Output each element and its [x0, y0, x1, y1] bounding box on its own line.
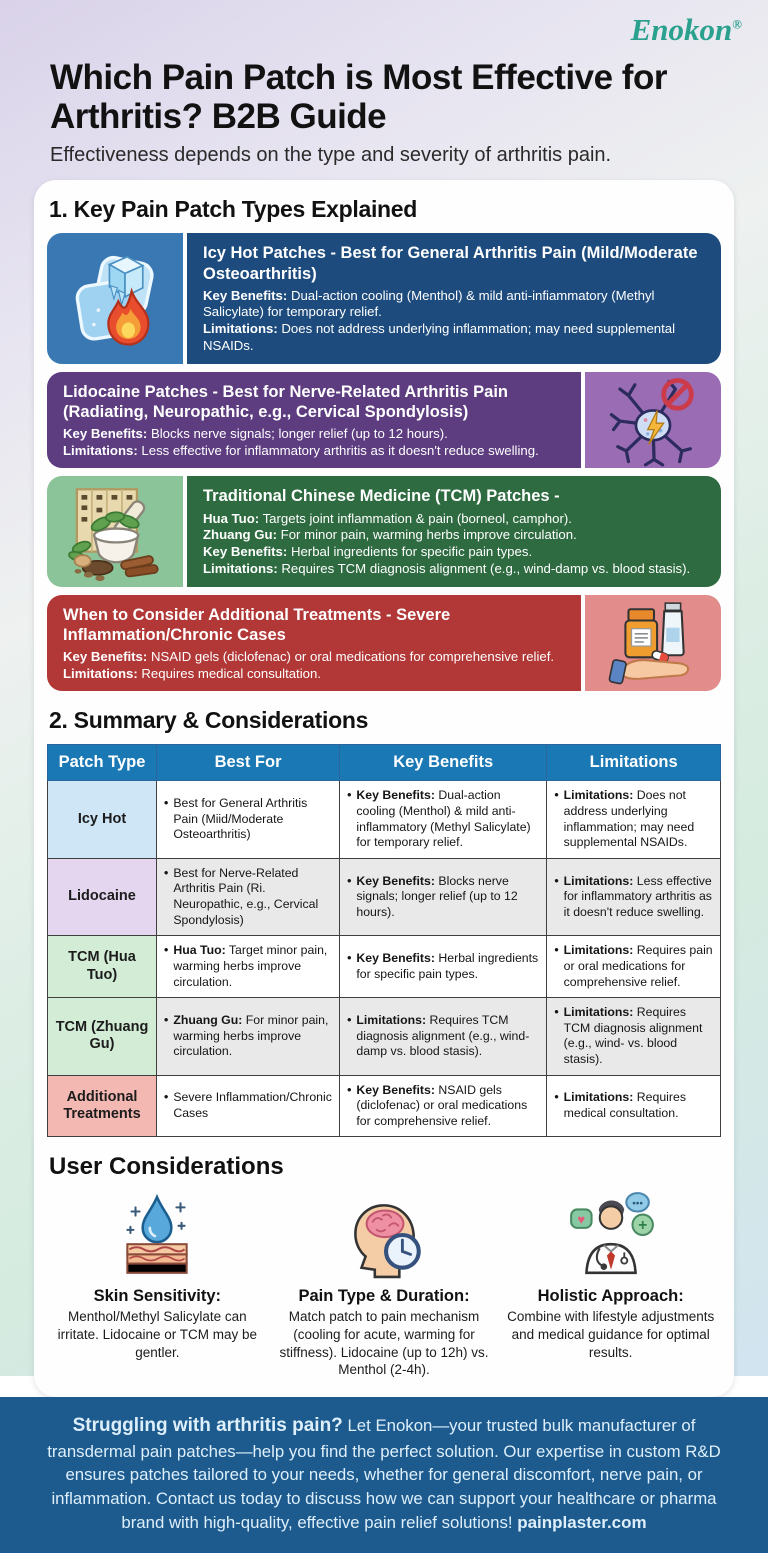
pain-duration-icon	[338, 1189, 430, 1281]
cell-limitations: • Limitations: Less effective for inflammatory arthritis as it doesn't reduce swelling.	[547, 858, 721, 935]
section1-heading: 1. Key Pain Patch Types Explained	[49, 196, 418, 223]
card-line: Key Benefits: NSAID gels (diclofenac) or oral medications for comprehensive relief.	[63, 648, 555, 664]
cell-key-benefits: • Key Benefits: Dual-action cooling (Menthol) & mild anti-inflammatory (Methyl Salicylate) for temporary relief.	[340, 781, 547, 858]
col-header-limitations: Limitations	[547, 745, 721, 781]
table-row	[48, 858, 721, 935]
lidocaine-icon-panel	[585, 372, 721, 469]
card-line: Key Benefits: Blocks nerve signals; longer relief (up to 12 hours).	[63, 425, 448, 441]
page-title: Which Pain Patch is Most Effective for Arthritis? B2B Guide	[50, 58, 667, 137]
card-line: Key Benefits: Dual-action cooling (Menthol) & mild anti-infiammatory (Methyl Salicylate) for temporary relief.	[203, 287, 655, 320]
neuron-icon	[603, 372, 703, 468]
footer-body: Let Enokon—your trusted bulk manufacturer of transdermal pain patches—help you find the perfect solution. Our expertise in custom R&D ensures patches tailored to your needs, whether for general discomfort, nerve pain, or inflammation. Contact us today to discuss how we can support your healthcare or pharma brand with high-quality, effective pain relief solutions!	[47, 1415, 721, 1533]
uc-text: Combine with lifestyle adjustments and medical guidance for optimal results.	[507, 1309, 715, 1360]
cell-best-for: • Hua Tuo: Target minor pain, warming herbs improve circulation.	[157, 936, 340, 998]
patch-card-additional	[47, 595, 721, 692]
card-title: Traditional Chinese Medicine (TCM) Patches -	[203, 487, 560, 506]
patch-card-tcm	[47, 476, 721, 586]
content-card	[34, 180, 734, 1396]
footer-site-link[interactable]: painplaster.com	[517, 1513, 647, 1533]
patch-card-icy-hot	[47, 233, 721, 363]
uc-title: Pain Type & Duration:	[298, 1287, 470, 1306]
additional-card-body	[47, 595, 581, 692]
uc-title: Holistic Approach:	[537, 1287, 684, 1306]
table-row	[48, 936, 721, 998]
cell-limitations: • Limitations: Requires pain or oral medications for comprehensive relief.	[547, 936, 721, 998]
col-header-patch-type: Patch Type	[48, 745, 157, 781]
user-considerations-heading: User Considerations	[49, 1153, 284, 1181]
uc-item-pain-duration	[278, 1189, 491, 1378]
card-title: When to Consider Additional Treatments - Severe Inflammation/Chronic Cases	[63, 605, 451, 644]
card-line: Limitations: Less effective for inflammatory arthritis as it doesn't reduce swelling.	[63, 442, 539, 458]
uc-item-holistic-approach	[504, 1189, 717, 1378]
uc-text: Match patch to pain mechanism (cooling for acute, warming for stiffness). Lidocaine (up to 12h) vs. Menthol (2-4h).	[279, 1309, 489, 1378]
brand-name: Enokon	[630, 12, 733, 47]
row-type: Icy Hot	[48, 781, 157, 858]
cell-best-for: • Severe Inflammation/Chronic Cases	[157, 1075, 340, 1137]
page-subtitle: Effectiveness depends on the type and severity of arthritis pain.	[50, 144, 612, 167]
cell-best-for: • Best for General Arthritis Pain (Miid/Moderate Osteoarthritis)	[157, 781, 340, 858]
cell-limitations: • Limitations: Does not address underlying inflammation; may need supplemental NSAIDs.	[547, 781, 721, 858]
cell-key-benefits: • Limitations: Requires TCM diagnosis alignment (e.g., wind-damp vs. blood stasis).	[340, 998, 547, 1075]
icy-hot-icon-panel	[47, 233, 183, 363]
user-considerations-row	[47, 1189, 721, 1382]
footer-cta	[0, 1397, 768, 1553]
card-line: Limitations: Requires medical consultation.	[63, 665, 321, 681]
col-header-key-benefits: Key Benefits	[340, 745, 547, 781]
row-type: Additional Treatments	[48, 1075, 157, 1137]
skin-sensitivity-icon	[111, 1189, 203, 1281]
icy-hot-card-body	[187, 233, 721, 363]
header-logo-row	[0, 0, 768, 48]
card-line: Limitations: Does not address underlying inflammation; may need supplemental NSAIDs.	[203, 321, 676, 353]
card-line: Key Benefits: Herbal ingredients for specific pain types.	[203, 544, 533, 560]
additional-icon-panel	[585, 595, 721, 692]
row-type: TCM (Hua Tuo)	[48, 936, 157, 998]
cell-key-benefits: • Key Benefits: Herbal ingredients for specific pain types.	[340, 936, 547, 998]
svg-text:+: +	[637, 1217, 647, 1235]
svg-text:•••: •••	[631, 1198, 643, 1210]
card-line: Zhuang Gu: For minor pain, warming herbs improve circulation.	[203, 527, 577, 543]
table-row	[48, 998, 721, 1075]
card-title: Icy Hot Patches - Best for General Arthritis Pain (Mild/Moderate Osteoarthritis)	[203, 244, 698, 283]
brand-logo	[631, 12, 742, 47]
registered-mark: ®	[732, 16, 742, 32]
section2-heading: 2. Summary & Considerations	[49, 707, 369, 734]
uc-title: Skin Sensitivity:	[93, 1287, 222, 1306]
col-header-best-for: Best For	[157, 745, 340, 781]
table-header-row	[48, 745, 721, 781]
tcm-icon-panel	[47, 476, 183, 586]
cell-key-benefits: • Key Benefits: NSAID gels (diclofenac) or oral medications for comprehensive relief.	[340, 1075, 547, 1137]
row-type: Lidocaine	[48, 858, 157, 935]
row-type: TCM (Zhuang Gu)	[48, 998, 157, 1075]
uc-text: Menthol/Methyl Salicylate can irritate. Lidocaine or TCM may be gentler.	[57, 1309, 257, 1360]
tcm-card-body	[187, 476, 721, 586]
footer-lead: Struggling with arthritis pain?	[72, 1414, 343, 1436]
table-row	[48, 1075, 721, 1137]
lidocaine-card-body	[47, 372, 581, 469]
cell-best-for: • Zhuang Gu: For minor pain, warming herbs improve circulation.	[157, 998, 340, 1075]
table-row	[48, 781, 721, 858]
svg-text:♥: ♥	[577, 1212, 585, 1228]
holistic-approach-icon	[565, 1189, 657, 1281]
cell-limitations: • Limitations: Requires TCM diagnosis alignment (e.g., wind- vs. blood stasis).	[547, 998, 721, 1075]
uc-item-skin-sensitivity	[51, 1189, 264, 1378]
card-line: Limitations: Requires TCM diagnosis alignment (e.g., wind-damp vs. blood stasis).	[203, 560, 691, 576]
card-title: Lidocaine Patches - Best for Nerve-Related Arthritis Pain (Radiating, Neuropathic, e.g., Cervical Spondylosis)	[63, 382, 509, 421]
card-line: Hua Tuo: Targets joint inflammation & pain (borneol, camphor).	[203, 510, 572, 526]
cell-key-benefits: • Key Benefits: Blocks nerve signals; longer relief (up to 12 hours).	[340, 858, 547, 935]
cell-best-for: • Best for Nerve-Related Arthritis Pain (Ri. Neuropathic, e.g., Cervical Spondylosis)	[157, 858, 340, 935]
medications-icon	[605, 597, 701, 689]
cell-limitations: • Limitations: Requires medical consultation.	[547, 1075, 721, 1137]
ice-fire-icon	[63, 249, 167, 349]
patch-card-lidocaine	[47, 372, 721, 469]
summary-table	[47, 744, 721, 1137]
mortar-pestle-icon	[63, 480, 167, 584]
